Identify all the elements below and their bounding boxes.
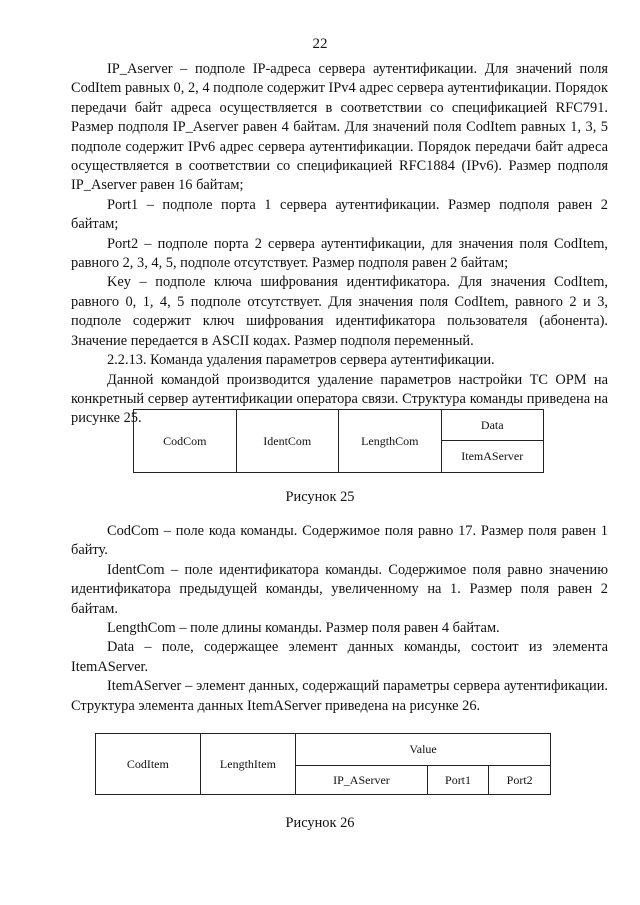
paragraph-lengthcom: LengthCom – поле длины команды. Размер поля равен 4 байтам. [107, 620, 500, 637]
body-text-bottom [71, 522, 608, 716]
figure-25-table [133, 409, 544, 473]
paragraph-itemaserver: ItemAServer – элемент данных, содержащий параметры сервера аутентификации. Структура элемента данных ItemAServer приведена на рисунке 26. [71, 678, 608, 714]
figure-25-caption: Рисунок 25 [285, 489, 355, 505]
cell-port1: Port1 [427, 766, 489, 795]
paragraph-key: Key – подполе ключа шифрования идентификатора. Для значения CodItem, равного 0, 1, 4, 5 подполе отсутствует. Для значения поля CodItem, равного 2 и 3, подполе содержит ключ шифрования идентификатора пользователя (абонента). Значение передается в ASCII кодах. Размер подполя переменный. [71, 274, 608, 349]
section-heading: 2.2.13. Команда удаления параметров сервера аутентификации. [107, 352, 495, 369]
cell-value: Value [296, 734, 551, 766]
figure-26-table [95, 733, 551, 795]
cell-codcom: CodCom [134, 410, 237, 473]
cell-identcom: IdentCom [236, 410, 339, 473]
cell-lengthitem: LengthItem [200, 734, 296, 795]
cell-ip-aserver: IP_AServer [296, 766, 428, 795]
paragraph-port1: Port1 – подполе порта 1 сервера аутентификации. Размер подполя равен 2 байтам; [71, 196, 608, 233]
paragraph-data: Data – поле, содержащее элемент данных команды, состоит из элемента ItemAServer. [71, 639, 608, 675]
cell-port2: Port2 [489, 766, 551, 795]
cell-data: Data [441, 410, 544, 441]
paragraph-codcom: CodCom – поле кода команды. Содержимое поля равно 17. Размер поля равен 1 байту. [71, 523, 608, 559]
paragraph-ip-aserver: IP_Aserver – подполе IP-адреса сервера аутентификации. Для значений поля CodItem равных 0, 2, 4 подполе содержит IPv4 адрес сервера аутентификации. Порядок передачи байт адреса осуществляется в соответствии со спецификацией RFC791. Размер подполя IP_Aserver равен 4 байтам. Для значений поля CodItem равных 1, 3, 5 подполе содержит IPv6 адрес сервера аутентификации. Порядок передачи байт адреса осуществляется в соответствии со спецификацией RFC1884 (IPv6). Размер подполя IP_Aserver равен 16 байтам; [71, 61, 608, 194]
paragraph-port2: Port2 – подполе порта 2 сервера аутентификации, для значения поля CodItem, равного 2, 3, 4, 5, подполе отсутствует. Размер подполя равен 2 байтам; [71, 235, 608, 272]
cell-coditem: CodItem [96, 734, 201, 795]
cell-itemaserver: ItemAServer [441, 441, 544, 473]
body-text-top [71, 60, 608, 429]
cell-lengthcom: LengthCom [339, 410, 442, 473]
figure-26-caption: Рисунок 26 [285, 815, 355, 831]
paragraph-command-desc: Данной командой производится удаление параметров настройки ТС ОРМ на конкретный сервер аутентификации оператора связи. Структура команды приведена на рисунке 25. [71, 371, 608, 427]
paragraph-identcom: IdentCom – поле идентификатора команды. Содержимое поля равно значению идентификатора предыдущей команды, увеличенному на 1. Размер поля равен 2 байтам. [71, 561, 608, 617]
page-number: 22 [312, 36, 328, 52]
